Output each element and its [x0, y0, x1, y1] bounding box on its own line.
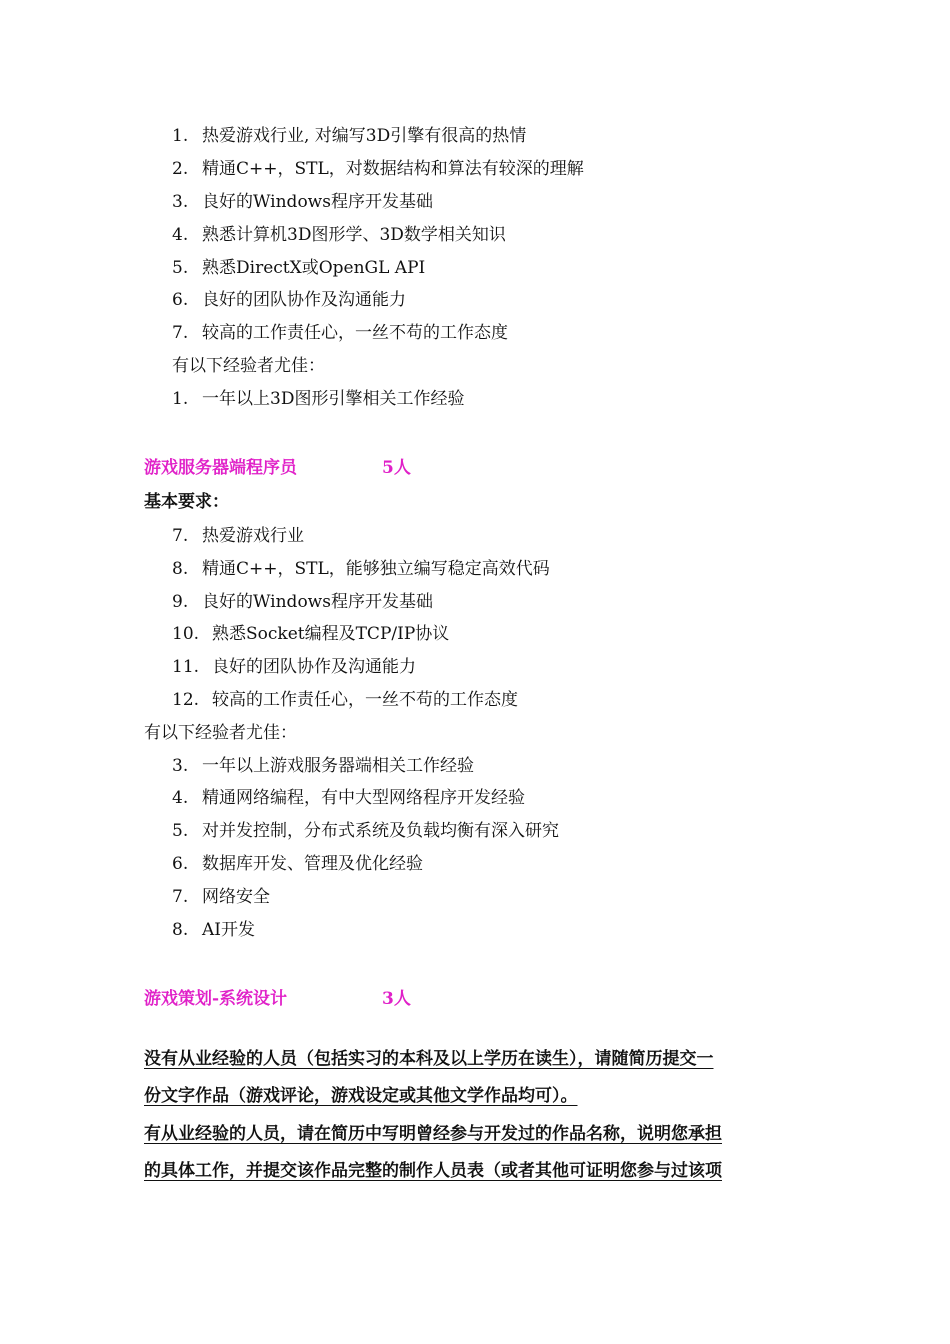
list-text: 对并发控制，分布式系统及负载均衡有深入研究	[202, 821, 559, 841]
job-title: 游戏策划-系统设计	[144, 989, 288, 1009]
list-number: 5.	[172, 821, 189, 841]
headcount: 3人	[382, 989, 411, 1009]
list-number: 3.	[172, 192, 189, 212]
list-item	[172, 223, 506, 247]
list-item	[172, 190, 433, 214]
list-number: 7.	[172, 887, 189, 907]
list-text: 较高的工作责任心，一丝不苟的工作态度	[202, 323, 508, 343]
list-text: 热爱游戏行业	[202, 526, 304, 546]
requirements-label: 基本要求：	[144, 492, 229, 512]
list-number: 6.	[172, 290, 189, 310]
list-text: 精通C++，STL，对数据结构和算法有较深的理解	[202, 159, 584, 179]
list-text: 熟悉计算机3D图形学、3D数学相关知识	[202, 225, 506, 245]
list-number: 4.	[172, 225, 189, 245]
list-number: 5.	[172, 258, 189, 278]
list-number: 6.	[172, 854, 189, 874]
note-line: 有从业经验的人员，请在简历中写明曾经参与开发过的作品名称，说明您承担	[144, 1124, 722, 1144]
list-text: 精通C++，STL，能够独立编写稳定高效代码	[202, 559, 550, 579]
list-text: 良好的团队协作及沟通能力	[212, 657, 416, 677]
note-line: 没有从业经验的人员（包括实习的本科及以上学历在读生），请随简历提交一	[144, 1049, 714, 1069]
list-number: 3.	[172, 756, 189, 776]
plus-label: 有以下经验者尤佳：	[172, 356, 325, 376]
list-item	[172, 288, 406, 312]
list-text: 较高的工作责任心，一丝不苟的工作态度	[212, 690, 518, 710]
list-item	[172, 590, 433, 614]
list-text: 良好的Windows程序开发基础	[202, 192, 433, 212]
list-number: 11.	[172, 657, 200, 677]
list-text: 熟悉Socket编程及TCP/IP协议	[212, 624, 450, 644]
list-number: 9.	[172, 592, 189, 612]
list-item	[172, 885, 270, 909]
list-item	[172, 655, 416, 679]
list-item	[172, 524, 304, 548]
list-text: 精通网络编程，有中大型网络程序开发经验	[202, 788, 525, 808]
list-number: 12.	[172, 690, 200, 710]
list-item	[172, 786, 525, 810]
list-number: 1.	[172, 126, 189, 146]
list-item	[172, 852, 423, 876]
list-text: 良好的团队协作及沟通能力	[202, 290, 406, 310]
list-item	[172, 688, 518, 712]
list-item	[172, 256, 425, 280]
list-text: 热爱游戏行业, 对编写3D引擎有很高的热情	[202, 126, 527, 146]
plus-label: 有以下经验者尤佳：	[144, 723, 297, 743]
list-number: 4.	[172, 788, 189, 808]
list-item	[172, 918, 255, 942]
list-text: AI开发	[202, 920, 255, 940]
list-item	[172, 754, 474, 778]
list-item	[172, 157, 584, 181]
list-item	[172, 557, 550, 581]
headcount: 5人	[382, 458, 411, 478]
note-line: 的具体工作，并提交该作品完整的制作人员表（或者其他可证明您参与过该项	[144, 1161, 722, 1181]
list-number: 10.	[172, 624, 200, 644]
note-line: 份文字作品（游戏评论，游戏设定或其他文学作品均可）。	[144, 1086, 578, 1106]
list-item	[172, 321, 508, 345]
job-title-server	[144, 456, 444, 480]
list-number: 7.	[172, 526, 189, 546]
list-item	[172, 819, 559, 843]
list-text: 熟悉DirectX或OpenGL API	[202, 258, 426, 278]
list-number: 8.	[172, 920, 189, 940]
list-item	[172, 387, 464, 411]
list-number: 8.	[172, 559, 189, 579]
list-text: 一年以上3D图形引擎相关工作经验	[202, 389, 465, 409]
list-text: 数据库开发、管理及优化经验	[202, 854, 423, 874]
job-title-designer	[144, 987, 444, 1011]
list-text: 一年以上游戏服务器端相关工作经验	[202, 756, 474, 776]
list-number: 7.	[172, 323, 189, 343]
list-number: 2.	[172, 159, 189, 179]
list-text: 网络安全	[202, 887, 270, 907]
list-number: 1.	[172, 389, 189, 409]
list-item	[172, 622, 449, 646]
list-item	[172, 124, 526, 148]
job-title: 游戏服务器端程序员	[144, 458, 297, 478]
list-text: 良好的Windows程序开发基础	[202, 592, 433, 612]
